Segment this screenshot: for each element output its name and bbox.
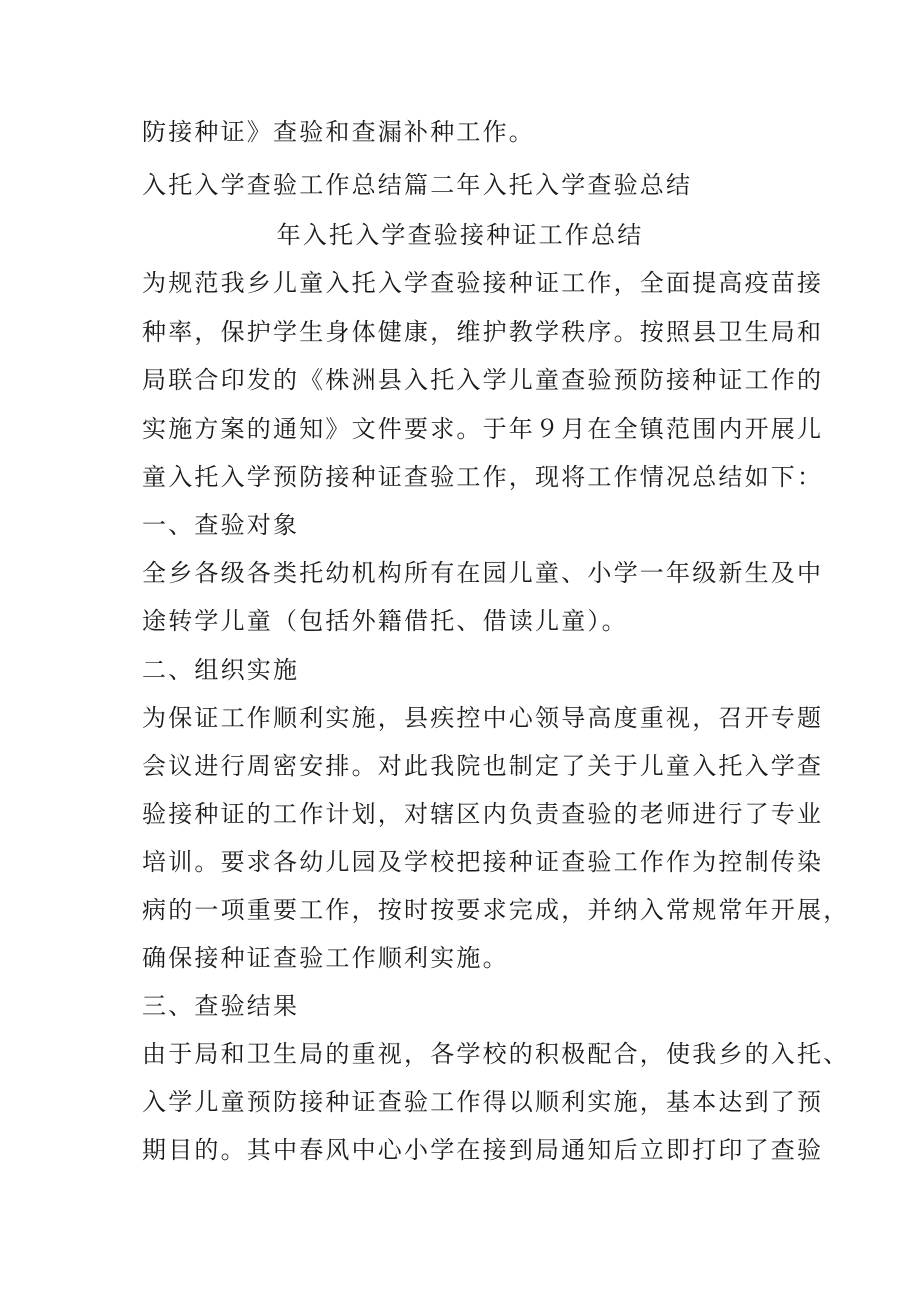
text-line: 途转学儿童（包括外籍借托、借读儿童）。 bbox=[142, 607, 628, 635]
text-line: 实施方案的通知》文件要求。于年９月在全镇范围内开展儿 bbox=[142, 415, 824, 443]
document-title: 年入托入学查验接种证工作总结 bbox=[276, 221, 644, 249]
text-line: 防接种证》查验和查漏补种工作。 bbox=[142, 118, 535, 146]
text-line: 全乡各级各类托幼机构所有在园儿童、小学一年级新生及中 bbox=[142, 559, 824, 587]
text-line: 由于局和卫生局的重视，各学校的积极配合，使我乡的入托、 bbox=[142, 1040, 850, 1068]
section-heading: 二、组织实施 bbox=[142, 656, 300, 684]
text-line: 局联合印发的《株洲县入托入学儿童查验预防接种证工作的 bbox=[142, 366, 824, 394]
text-line: 种率，保护学生身体健康，维护教学秩序。按照县卫生局和 bbox=[142, 318, 824, 346]
text-line: 验接种证的工作计划，对辖区内负责查验的老师进行了专业 bbox=[142, 800, 824, 828]
section-heading: 入托入学查验工作总结篇二年入托入学查验总结 bbox=[142, 171, 693, 199]
text-line: 童入托入学预防接种证查验工作，现将工作情况总结如下： bbox=[142, 463, 824, 491]
text-line: 培训。要求各幼儿园及学校把接种证查验工作作为控制传染 bbox=[142, 848, 824, 876]
text-line: 病的一项重要工作，按时按要求完成，并纳入常规常年开展， bbox=[142, 896, 850, 924]
section-heading: 三、查验结果 bbox=[142, 992, 300, 1020]
text-line: 入学儿童预防接种证查验工作得以顺利实施，基本达到了预 bbox=[142, 1088, 824, 1116]
text-line: 期目的。其中春风中心小学在接到局通知后立即打印了查验 bbox=[142, 1136, 824, 1164]
text-line: 为规范我乡儿童入托入学查验接种证工作，全面提高疫苗接 bbox=[142, 269, 824, 297]
text-line: 为保证工作顺利实施，县疾控中心领导高度重视，召开专题 bbox=[142, 704, 824, 732]
section-heading: 一、查验对象 bbox=[142, 511, 300, 539]
text-line: 确保接种证查验工作顺利实施。 bbox=[142, 944, 509, 972]
text-line: 会议进行周密安排。对此我院也制定了关于儿童入托入学查 bbox=[142, 752, 824, 780]
